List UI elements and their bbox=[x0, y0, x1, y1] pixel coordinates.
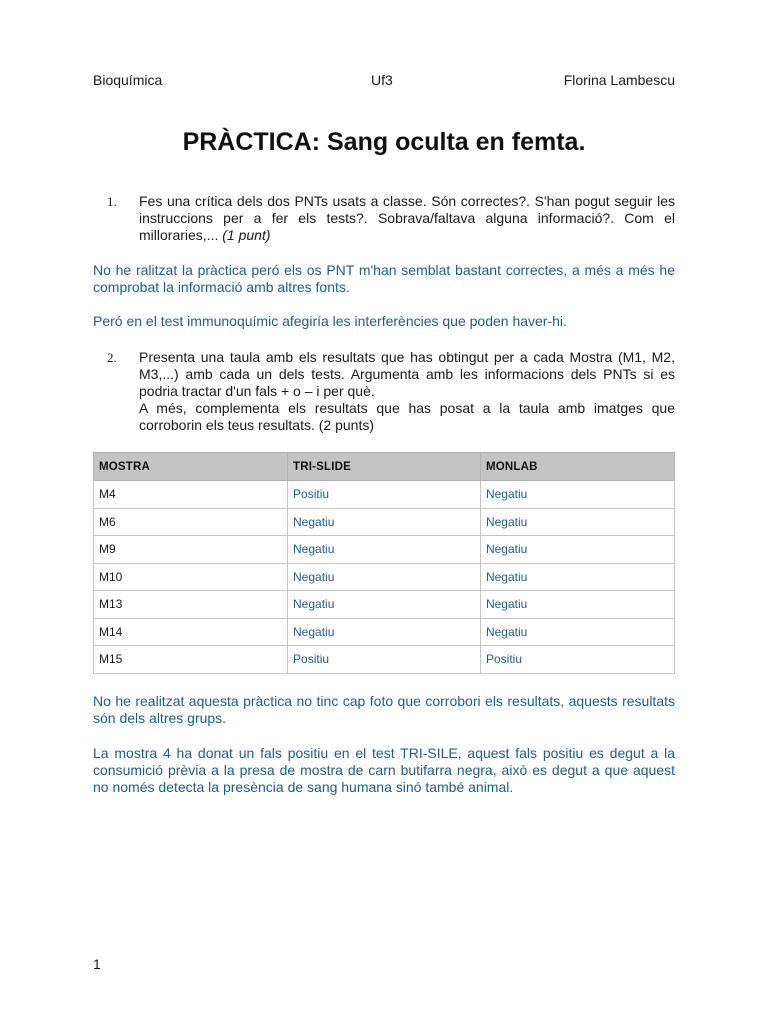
question-1-body: Fes una crítica dels dos PNTs usats a classe. Són correctes?. S'han pogut seguir les instruccions per a fer els tests?. Sobrava/faltava alguna informació?. Com el milloraries,... bbox=[139, 193, 675, 243]
cell-tri-slide: Negatiu bbox=[288, 536, 481, 564]
table-row bbox=[94, 508, 675, 536]
table-row bbox=[94, 563, 675, 591]
cell-monlab: Negatiu bbox=[480, 536, 674, 564]
question-1-points: (1 punt) bbox=[222, 227, 271, 243]
cell-mostra: M14 bbox=[94, 618, 288, 646]
cell-tri-slide: Negatiu bbox=[288, 591, 481, 619]
answer-1 bbox=[93, 262, 675, 296]
cell-mostra: M13 bbox=[94, 591, 288, 619]
results-table bbox=[93, 452, 675, 674]
page-number: 1 bbox=[93, 956, 101, 972]
page-title: PRÀCTICA: Sang oculta en femta. bbox=[182, 128, 586, 156]
cell-tri-slide: Positiu bbox=[288, 646, 481, 674]
cell-monlab: Positiu bbox=[480, 646, 674, 674]
cell-monlab: Negatiu bbox=[480, 481, 674, 509]
answer-2-paragraph-1: No he realitzat aquesta pràctica no tinc cap foto que corrobori els resultats, aquests resultats són dels altres grups. bbox=[93, 693, 675, 726]
column-header-mostra: MOSTRA bbox=[94, 453, 288, 481]
answer-1b bbox=[93, 313, 675, 330]
answer-2-paragraph-2: La mostra 4 ha donat un fals positiu en el test TRI-SILE, aquest fals positiu es degut a la consumició prèvia a la presa de mostra de carn butifarra negra, això es degut a que aquest no només detecta la presència de sang humana sinó també animal. bbox=[93, 745, 675, 795]
answer-2b bbox=[93, 745, 675, 796]
table-row bbox=[94, 618, 675, 646]
cell-tri-slide: Negatiu bbox=[288, 563, 481, 591]
cell-tri-slide: Negatiu bbox=[288, 508, 481, 536]
cell-mostra: M15 bbox=[94, 646, 288, 674]
question-1-text bbox=[139, 193, 675, 244]
cell-mostra: M9 bbox=[94, 536, 288, 564]
column-header-tri-slide: TRI-SLIDE bbox=[288, 453, 481, 481]
cell-monlab: Negatiu bbox=[480, 563, 674, 591]
question-2-text bbox=[139, 349, 675, 434]
header-author: Florina Lambescu bbox=[563, 72, 675, 88]
cell-mostra: M6 bbox=[94, 508, 288, 536]
table-row bbox=[94, 591, 675, 619]
table-row bbox=[94, 481, 675, 509]
column-header-monlab: MONLAB bbox=[480, 453, 674, 481]
cell-tri-slide: Positiu bbox=[288, 481, 481, 509]
answer-1-paragraph-1: No he ralitzat la pràctica peró els os PNT m'han semblat bastant correctes, a més a més he comprobat la informació amb altres fonts. bbox=[93, 262, 675, 295]
question-2-paragraph-1: Presenta una taula amb els resultats que has obtingut per a cada Mostra (M1, M2, M3,...) amb cada un dels tests. Argumenta amb les informacions dels PNTs si es podria tractar d'un fals + o – i per què. bbox=[139, 349, 675, 399]
question-2-number: 2. bbox=[107, 350, 117, 365]
header-subject: Bioquímica bbox=[93, 72, 163, 88]
cell-monlab: Negatiu bbox=[480, 591, 674, 619]
header-unit: Uf3 bbox=[371, 72, 393, 88]
table-row bbox=[94, 646, 675, 674]
cell-monlab: Negatiu bbox=[480, 618, 674, 646]
question-1-number: 1. bbox=[107, 194, 117, 209]
document-page bbox=[93, 0, 675, 1024]
table-row bbox=[94, 536, 675, 564]
answer-2 bbox=[93, 693, 675, 727]
table-header-row bbox=[94, 453, 675, 481]
cell-tri-slide: Negatiu bbox=[288, 618, 481, 646]
cell-mostra: M4 bbox=[94, 481, 288, 509]
answer-1-paragraph-2: Peró en el test immunoquímic afegiría les interferències que poden haver-hi. bbox=[93, 313, 567, 329]
question-2-paragraph-2: A més, complementa els resultats que has posat a la taula amb imatges que corroborin els teus resultats. (2 punts) bbox=[139, 400, 675, 433]
cell-mostra: M10 bbox=[94, 563, 288, 591]
cell-monlab: Negatiu bbox=[480, 508, 674, 536]
